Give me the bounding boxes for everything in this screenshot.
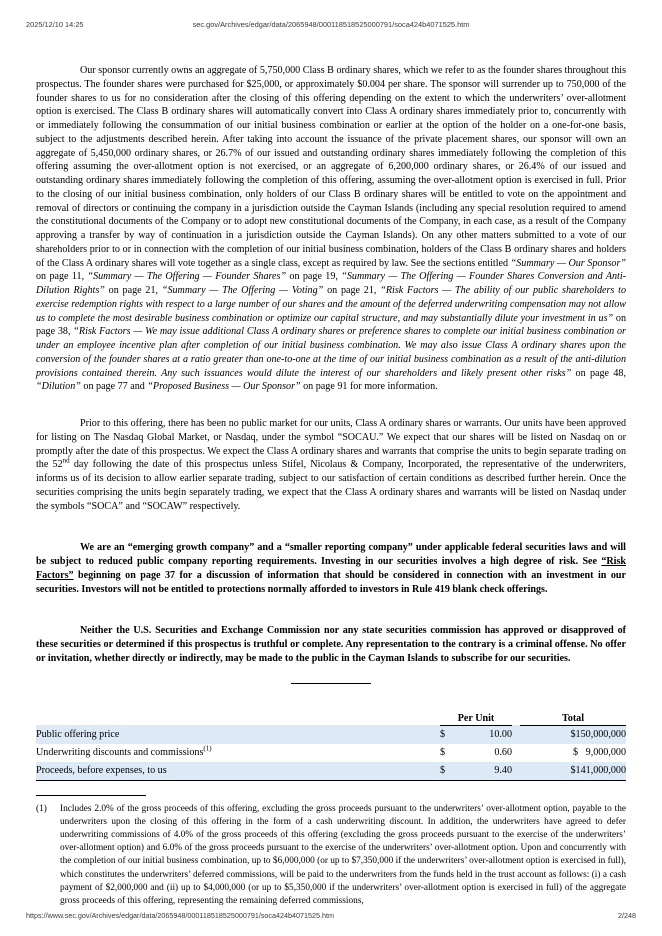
reference-risk-factors-additional-shares: “Risk Factors — We may issue additional Class A ordinary shares or preference shares to complete our initial business combination or under an employee incentive plan after completion of our initial business combination. We may also issue Class A ordinary shares upon the conversion of the founder shares at a ratio greater than one-to-one at the time of our initial business combination as a result of the anti-dilution provisions contained therein. Any such issuances would dilute the interest of our shareholders and likely present other risks” [36, 326, 626, 379]
sponsor-text-e: on page 21, [323, 285, 381, 296]
section-divider [36, 666, 626, 707]
footnote-section [36, 795, 626, 909]
reference-summary-our-sponsor: “Summary — Our Sponsor” [510, 257, 626, 269]
egc-text-a: We are an “emerging growth company” and a “smaller reporting company” under applicable federal securities laws and will be subject to reduced public company reporting requirements. Investing in our securities involves a high degree of risk. See [36, 542, 626, 567]
pricing-table-bottom-rule [36, 780, 626, 781]
paragraph-spacer [36, 405, 626, 417]
paragraph-spacer-2 [36, 524, 626, 541]
sponsor-text-f: on page 38, [36, 312, 626, 338]
paragraph-emerging-growth-company [36, 541, 626, 596]
sponsor-text-d: on page 21, [104, 285, 162, 296]
row-label-proceeds-before-expenses: Proceeds, before expenses, to us [36, 762, 440, 780]
row-gap [512, 762, 520, 780]
row-total-currency: $ [573, 746, 579, 758]
reference-risk-factors-redemption: “Risk Factors — The ability of our public shareholders to exercise redemption rights with respect to a large number of our shares and the amount of the deferred underwriting compensation may not allow us to complete the most desirable business combination or optimize our capital structure, and may substantially dilute your investment in us” [36, 285, 626, 324]
footnote-text: Includes 2.0% of the gross proceeds of this offering, excluding the gross proceeds pursuant to the underwriters’ over-allotment option, payable to the underwriters upon the closing of this offering in the form of a cash underwriting discount. In addition, the underwriters have agreed to defer underwriting commissions of 4.0% of the gross proceeds of this offering (excluding the gross proceeds pursuant to the exercise of the underwriters’ over-allotment option) and 6.0% of the gross proceeds pursuant to the exercise of the underwriters’ over-allotment option. Upon and concurrently with the completion of our initial business combination, up to $6,000,000 (or up to $7,350,000 if the underwriters’ over-allotment option is exercised in full), which constitutes the underwriters’ deferred commissions, will be paid to the underwriters from the funds held in the trust account as follows: (i) a cash payment of $2,000,000 and (ii) up to $4,000,000 (or up to $5,350,000 if the underwriters’ over-allotment option is exercised in full) of the aggregate gross proceeds of this offering, representing the remaining deferred commissions, [60, 803, 626, 906]
row-label-underwriting-discounts [36, 744, 440, 762]
footnote-marker-ref: (1) [203, 744, 212, 753]
listing-ordinal-suffix: nd [62, 456, 70, 465]
print-timestamp: 2025/12/10 14:25 [26, 20, 84, 29]
risk-factors-link[interactable]: “Risk Factors” [36, 556, 626, 581]
pricing-table-head [36, 707, 626, 726]
row-per-unit-currency: $ [440, 746, 446, 758]
sponsor-text-b: on page 11, [36, 271, 88, 283]
row-per-unit-value: 10.00 [456, 725, 512, 744]
paragraph-sponsor-shares [36, 64, 626, 394]
row-total-value: $141,000,000 [520, 762, 626, 780]
offering-pricing-table [36, 707, 626, 780]
row-gap [512, 725, 520, 744]
listing-text-b: day following the date of this prospectus unless Stifel, Nicolaus & Company, Incorporated, the representative of the underwriters, informs us of its decision to allow earlier separate trading, subject to our satisfaction of certain conditions as described further herein. Once the securities comprising the units begin separately trading, we expect that the Class A ordinary shares and warrants will be listed on Nasdaq under the symbols “SOCA” and “SOCAW” respectively. [36, 459, 626, 512]
row-gap [512, 744, 520, 762]
sponsor-text-g: on page 48, [571, 367, 626, 379]
print-page-number: 2/248 [618, 911, 636, 920]
row-per-unit-currency: $ [440, 762, 456, 780]
reference-anti-dilution-rights: “Summary — The Offering — Founder Shares Conversion and Anti-Dilution Rights” [36, 271, 626, 296]
row-per-unit-value: 0.60 [494, 746, 513, 758]
sponsor-text-c: on page 19, [286, 271, 342, 283]
sponsor-text-a: Our sponsor currently owns an aggregate of 5,750,000 Class B ordinary shares, which we refer to as the founder shares throughout this prospectus. The founder shares were purchased for $25,000, or approximately $0.004 per share. The sponsor will surrender up to 750,000 of the founder shares to us for no consideration after the closing of this offering depending on the extent to which the underwriters’ over-allotment option is exercised. The Class B ordinary shares will automatically convert into Class A ordinary shares immediately prior to, concurrently with or immediately following the consummation of our initial business combination or earlier at the option of the holder on a one-for-one basis, subject to the adjustments described herein. After taking into account the issuance of the private placement shares, our sponsor will own an aggregate of 5,450,000 ordinary shares, or 26.7% of our issued and outstanding ordinary shares immediately following the completion of this offering assuming the over-allotment option is not exercised, or an aggregate of 6,200,000 ordinary shares, or 26.4% of our issued and outstanding ordinary shares immediately following the completion of this offering, assuming the over-allotment option is exercised in full. Prior to the closing of our initial business combination, only holders of our Class B ordinary shares will be entitled to vote on the appointment and removal of directors or continuing the company in a jurisdiction outside the Cayman Islands (including any special resolution required to amend the constitutional documents of the Company or to adopt new constitutional documents of the Company, in each case, as a result of the Company approving a transfer by way of continuation in a jurisdiction outside the Cayman Islands). On any other matters submitted to a vote of our shareholders prior to or in connection with the completion of our initial business combination, holders of the Class B ordinary shares and holders of the Class A ordinary shares will vote together as a single class, except as required by law. See the sections entitled [36, 65, 626, 269]
footnote-marker: (1) [36, 803, 47, 814]
print-header [0, 19, 662, 31]
pricing-header-total: Total [520, 707, 626, 726]
reference-dilution: “Dilution” [36, 381, 81, 393]
paragraph-market-listing [36, 417, 626, 513]
table-row [36, 744, 626, 762]
row-per-unit-currency: $ [440, 725, 456, 744]
print-footer [0, 910, 662, 922]
pricing-header-row [36, 707, 626, 726]
sponsor-text-h: on page 77 and [80, 381, 148, 393]
row-label-text: Underwriting discounts and commissions [36, 746, 204, 758]
print-footer-url: https://www.sec.gov/Archives/edgar/data/2065948/000118518525000791/soca424b4071525.htm [26, 911, 334, 920]
row-label-public-offering-price: Public offering price [36, 725, 440, 744]
print-document-url: sec.gov/Archives/edgar/data/2065948/000118518525000791/soca424b4071525.htm [192, 20, 470, 29]
egc-text-b: beginning on page 37 for a discussion of information that should be considered in connection with an investment in our securities. Investors will not be entitled to protections normally afforded to investors in Rule 419 blank check offerings. [36, 569, 626, 595]
row-per-unit-value: 9.40 [456, 762, 512, 780]
table-row [36, 762, 626, 780]
footnote-divider-rule [36, 795, 146, 796]
paragraph-sec-disclaimer: Neither the U.S. Securities and Exchange Commission nor any state securities commission has approved or disapproved of these securities or determined if this prospectus is truthful or complete. Any representation to the contrary is a criminal offense. No offer or invitation, whether directly or indirectly, may be made to the public in the Cayman Islands to subscribe for our securities. [36, 625, 626, 664]
prospectus-body [36, 64, 626, 908]
pricing-table-body [36, 725, 626, 780]
sponsor-text-i: on page 91 for more information. [300, 381, 438, 393]
footnote-1 [36, 803, 626, 909]
reference-proposed-business-our-sponsor: “Proposed Business — Our Sponsor” [147, 381, 301, 393]
pricing-header-label [36, 707, 440, 726]
pricing-header-per-unit: Per Unit [440, 707, 512, 726]
row-total-value: $150,000,000 [520, 725, 626, 744]
row-total-amount: 9,000,000 [585, 746, 627, 758]
listing-text-a: Prior to this offering, there has been no public market for our units, Class A ordinary shares or warrants. Our units have been approved for listing on The Nasdaq Global Market, or Nasdaq, under the symbol “SOCAU.” We expect that our shares will be listed on Nasdaq on or promptly after the date of this prospectus. We expect the Class A ordinary shares and warrants that comprise the units to begin separate trading on the 52 [36, 418, 626, 471]
pricing-header-gap [512, 707, 520, 726]
reference-voting: “Summary — The Offering — Voting” [161, 285, 324, 296]
row-total-value [520, 744, 626, 762]
table-row [36, 725, 626, 744]
paragraph-spacer-3 [36, 607, 626, 624]
divider-rule [291, 683, 371, 684]
reference-founder-shares: “Summary — The Offering — Founder Shares” [87, 271, 287, 283]
